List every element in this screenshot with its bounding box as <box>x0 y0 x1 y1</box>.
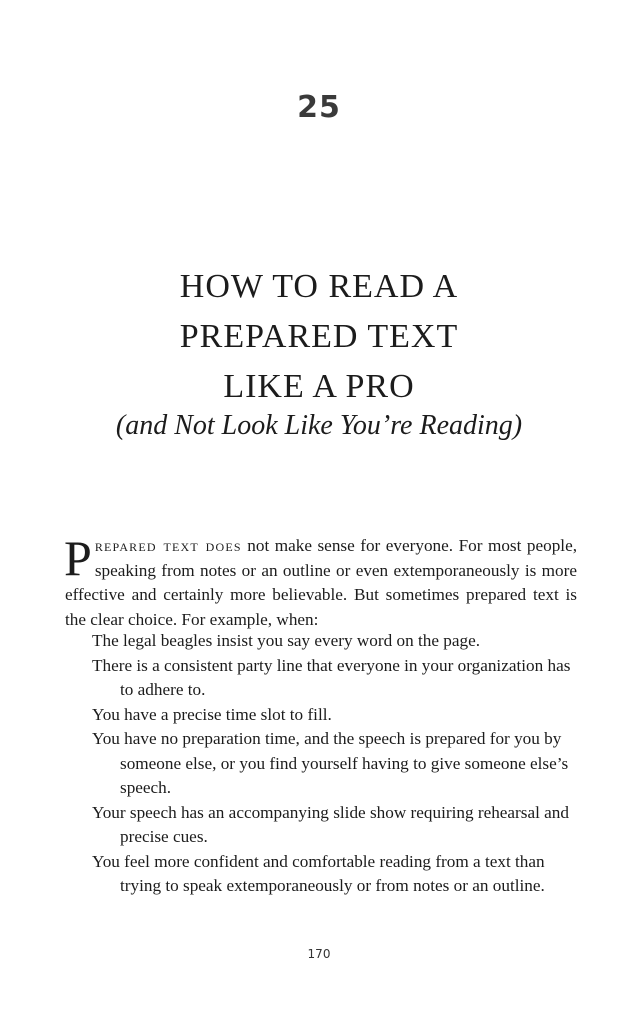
list-item: You feel more confident and comfortable reading from a text than trying to speak extemporaneously or from notes or an outline. <box>92 851 545 895</box>
chapter-title-line-1: HOW TO READ A <box>179 268 459 305</box>
intro-text: not make sense for everyone. For most people, speaking from notes or an outline or even extemporaneously is more effective and certainly more believable. But sometimes prepared text is the clear choice. For example, when: <box>65 536 577 629</box>
list-item: The legal beagles insist you say every word on the page. <box>92 631 481 650</box>
chapter-title <box>0 262 638 412</box>
chapter-number: 25 <box>297 90 341 125</box>
chapter-title-line-2: PREPARED TEXT <box>179 318 459 355</box>
list-item: You have a precise time slot to fill. <box>92 704 332 724</box>
small-caps-lead: repared text does <box>94 536 242 556</box>
chapter-subtitle: (and Not Look Like You’re Reading) <box>115 410 523 441</box>
list-item: You have no preparation time, and the speech is prepared for you by someone else, or you find yourself having to give someone else’s speech. <box>92 729 569 797</box>
drop-cap: P <box>64 530 92 587</box>
page-number: 170 <box>307 947 331 961</box>
intro-paragraph <box>64 530 577 632</box>
list-item: Your speech has an accompanying slide show requiring rehearsal and precise cues. <box>92 802 569 846</box>
chapter-title-line-3: LIKE A PRO <box>223 368 415 405</box>
situations-list <box>92 629 577 899</box>
list-item: There is a consistent party line that everyone in your organization has to adhere to. <box>92 655 571 699</box>
